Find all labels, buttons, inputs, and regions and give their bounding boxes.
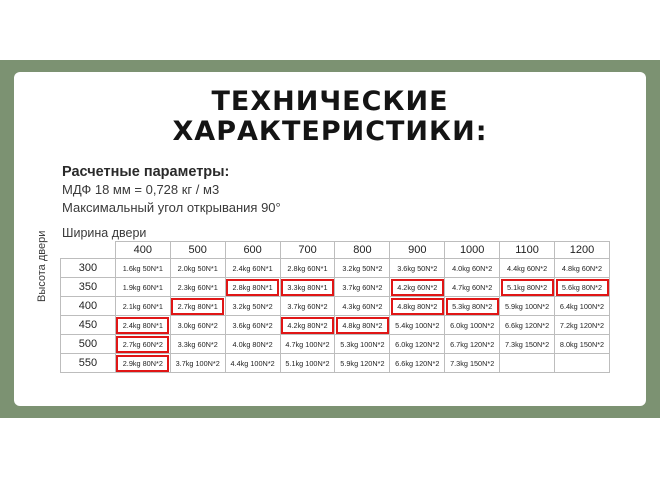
width-header-cell: 1100 xyxy=(500,242,555,259)
table-cell: 3.7kg 60N*2 xyxy=(335,278,390,297)
table-cell: 3.6kg 60N*2 xyxy=(225,316,280,335)
table-cell: 6.4kg 100N*2 xyxy=(555,297,610,316)
width-header-cell: 600 xyxy=(225,242,280,259)
table-cell: 2.8kg 60N*1 xyxy=(280,259,335,278)
width-header-cell: 800 xyxy=(335,242,390,259)
table-cell: 5.9kg 120N*2 xyxy=(335,354,390,373)
table-row xyxy=(61,316,610,335)
table-cell: 4.3kg 60N*2 xyxy=(335,297,390,316)
table-cell: 3.6kg 50N*2 xyxy=(390,259,445,278)
width-header-cell: 900 xyxy=(390,242,445,259)
table-cell: 6.6kg 120N*2 xyxy=(390,354,445,373)
table-cell: 5.4kg 100N*2 xyxy=(390,316,445,335)
table-cell: 5.3kg 100N*2 xyxy=(335,335,390,354)
table-cell xyxy=(555,354,610,373)
table-cell-highlighted: 4.2kg 80N*2 xyxy=(280,316,335,335)
table-cell-highlighted: 2.4kg 80N*1 xyxy=(115,316,170,335)
table-cell: 4.7kg 60N*2 xyxy=(445,278,500,297)
table-row xyxy=(61,335,610,354)
table-cell: 2.4kg 60N*1 xyxy=(225,259,280,278)
table-cell: 6.7kg 120N*2 xyxy=(445,335,500,354)
spec-table xyxy=(60,241,610,373)
table-cell-highlighted: 2.9kg 80N*2 xyxy=(115,354,170,373)
spec-table-body xyxy=(61,259,610,373)
table-row xyxy=(61,297,610,316)
height-header-cell: 550 xyxy=(61,354,116,373)
calc-parameters xyxy=(62,163,281,217)
table-cell: 3.2kg 50N*2 xyxy=(225,297,280,316)
params-heading: Расчетные параметры: xyxy=(62,164,230,180)
table-cell: 8.0kg 150N*2 xyxy=(555,335,610,354)
table-cell: 3.7kg 100N*2 xyxy=(170,354,225,373)
table-cell-highlighted: 5.6kg 80N*2 xyxy=(555,278,610,297)
table-cell: 7.3kg 150N*2 xyxy=(500,335,555,354)
table-cell: 4.0kg 60N*2 xyxy=(445,259,500,278)
params-mdf-density: МДФ 18 мм = 0,728 кг / м3 xyxy=(62,182,220,197)
table-cell-highlighted: 2.8kg 80N*1 xyxy=(225,278,280,297)
table-cell: 2.1kg 60N*1 xyxy=(115,297,170,316)
table-cell: 4.4kg 100N*2 xyxy=(225,354,280,373)
table-cell: 7.2kg 120N*2 xyxy=(555,316,610,335)
table-row xyxy=(61,354,610,373)
table-cell: 6.0kg 120N*2 xyxy=(390,335,445,354)
table-cell-highlighted: 4.2kg 60N*2 xyxy=(390,278,445,297)
height-header-cell: 350 xyxy=(61,278,116,297)
width-header-cell: 400 xyxy=(115,242,170,259)
table-cell: 1.9kg 60N*1 xyxy=(115,278,170,297)
table-cell: 3.0kg 60N*2 xyxy=(170,316,225,335)
table-cell: 3.2kg 50N*2 xyxy=(335,259,390,278)
table-cell-highlighted: 4.8kg 80N*2 xyxy=(335,316,390,335)
table-cell: 4.7kg 100N*2 xyxy=(280,335,335,354)
table-cell-highlighted: 5.3kg 80N*2 xyxy=(445,297,500,316)
table-cell: 7.3kg 150N*2 xyxy=(445,354,500,373)
height-header-cell: 450 xyxy=(61,316,116,335)
width-header-row xyxy=(61,242,610,259)
table-cell: 2.0kg 50N*1 xyxy=(170,259,225,278)
height-header-cell: 300 xyxy=(61,259,116,278)
table-cell-highlighted: 3.3kg 80N*1 xyxy=(280,278,335,297)
height-header-cell: 500 xyxy=(61,335,116,354)
table-corner xyxy=(61,242,116,259)
page-title-line-2: ХАРАКТЕРИСТИКИ: xyxy=(172,116,488,147)
table-cell: 6.6kg 120N*2 xyxy=(500,316,555,335)
width-header-cell: 700 xyxy=(280,242,335,259)
table-cell: 1.6kg 50N*1 xyxy=(115,259,170,278)
width-header-cell: 1000 xyxy=(445,242,500,259)
table-cell: 3.3kg 60N*2 xyxy=(170,335,225,354)
table-cell: 4.0kg 80N*2 xyxy=(225,335,280,354)
table-cell: 2.3kg 60N*1 xyxy=(170,278,225,297)
table-cell-highlighted: 4.8kg 80N*2 xyxy=(390,297,445,316)
table-cell: 4.4kg 60N*2 xyxy=(500,259,555,278)
page-title-line-1: ТЕХНИЧЕСКИЕ xyxy=(211,86,449,117)
width-header-cell: 1200 xyxy=(555,242,610,259)
height-header-cell: 400 xyxy=(61,297,116,316)
width-header-cell: 500 xyxy=(170,242,225,259)
table-row xyxy=(61,278,610,297)
table-cell xyxy=(500,354,555,373)
table-row xyxy=(61,259,610,278)
table-cell: 5.9kg 100N*2 xyxy=(500,297,555,316)
table-cell-highlighted: 2.7kg 80N*1 xyxy=(170,297,225,316)
table-cell-highlighted: 5.1kg 80N*2 xyxy=(500,278,555,297)
table-cell: 4.8kg 60N*2 xyxy=(555,259,610,278)
table-cell-highlighted: 2.7kg 60N*2 xyxy=(115,335,170,354)
table-cell: 6.0kg 100N*2 xyxy=(445,316,500,335)
table-cell: 5.1kg 100N*2 xyxy=(280,354,335,373)
table-cell: 3.7kg 60N*2 xyxy=(280,297,335,316)
height-axis-label: Высота двери xyxy=(36,230,48,302)
width-axis-label: Ширина двери xyxy=(62,226,147,240)
params-max-angle: Максимальный угол открывания 90° xyxy=(62,200,281,215)
